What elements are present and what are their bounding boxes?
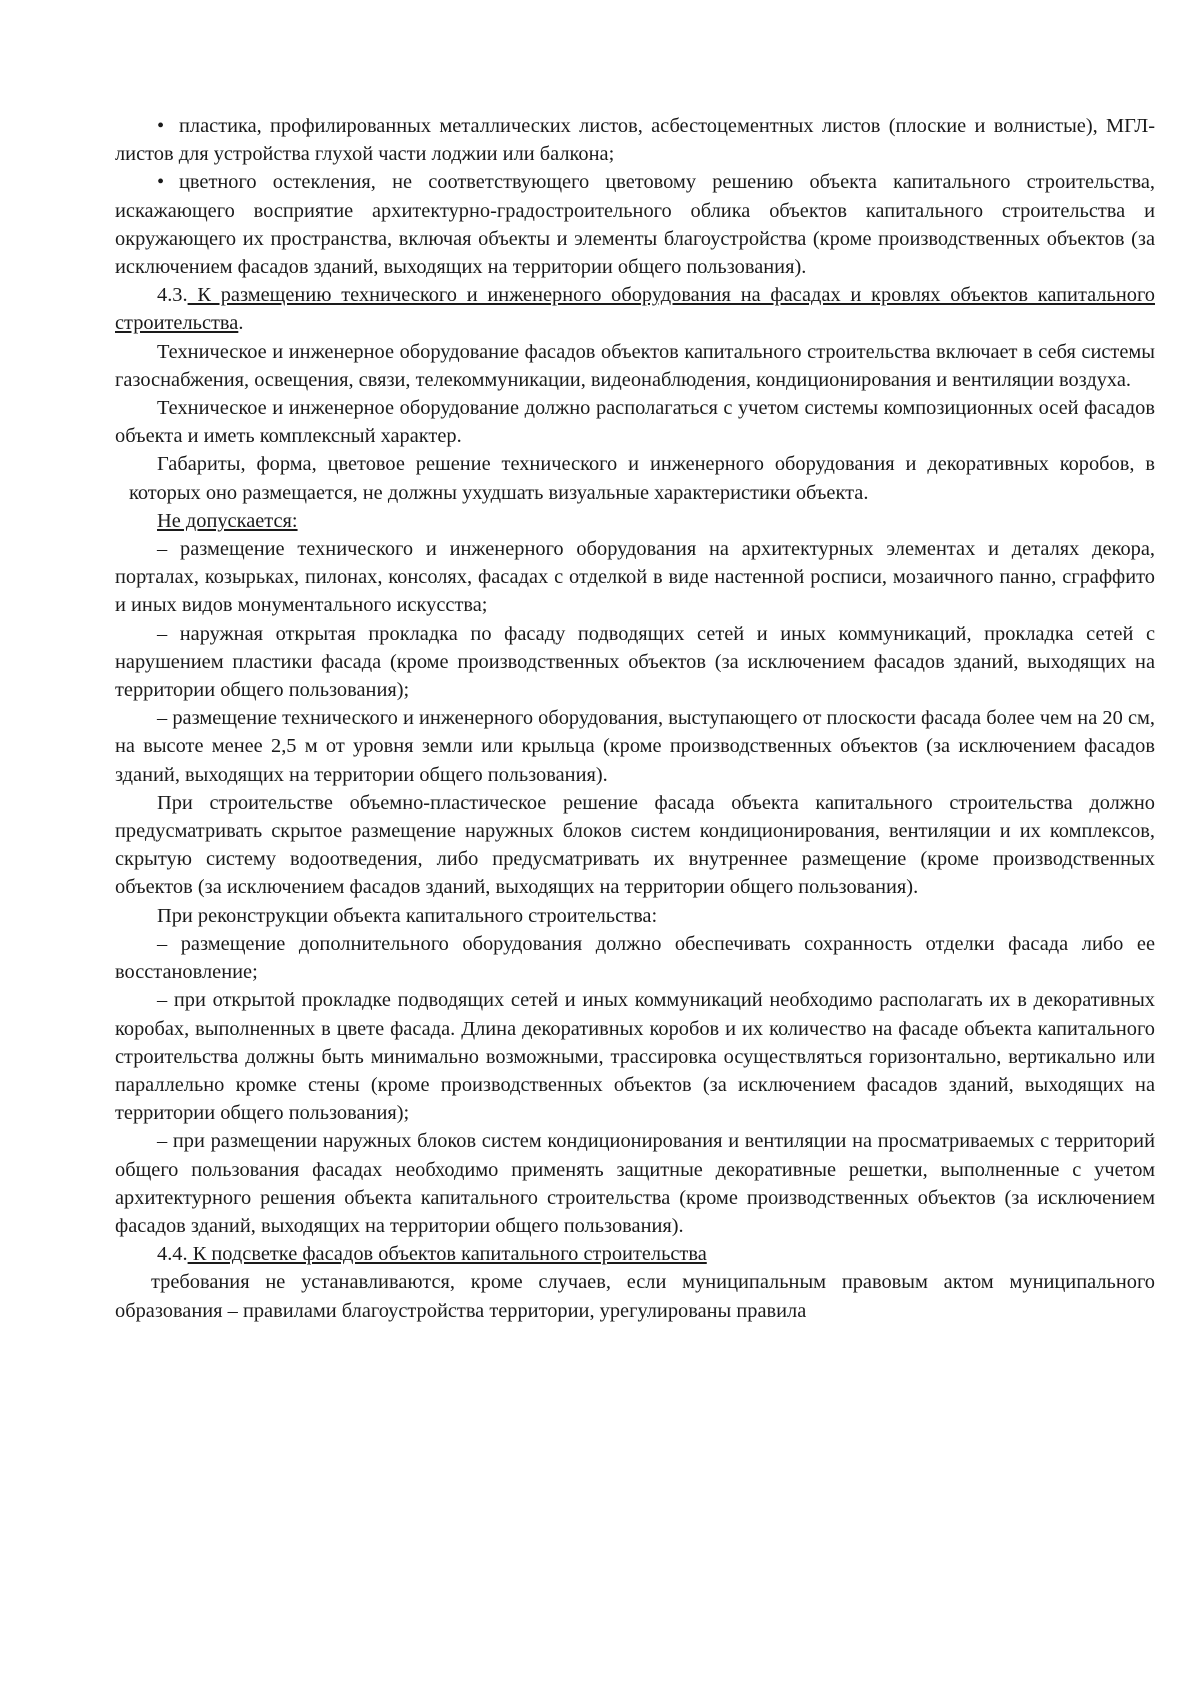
paragraph-composition-axes: Техническое и инженерное оборудование должно располагаться с учетом системы композиционных осей фасадов объекта и иметь комплексный характер. — [115, 397, 1155, 448]
section-title: К размещению технического и инженерного оборудования на фасадах и кровлях объектов капитального строительства — [115, 284, 1155, 335]
bullet-text: цветного остекления, не соответствующего цветовому решению объекта капитального строительства, искажающего восприятие архитектурно-градостроительного облика объектов капитального строительства и окружающего их пространства, включая объекты и элементы благоустройства (кроме производственных объектов (за исключением фасадов зданий, выходящих на территории общего пользования). — [115, 171, 1155, 279]
paragraph-reconstruction: При реконструкции объекта капитального строительства: — [157, 904, 658, 927]
list-item-reconstruction-finish: – размещение дополнительного оборудования должно обеспечивать сохранность отделки фасада либо ее восстановление; — [115, 932, 1155, 984]
list-item-not-allowed-protrusion: – размещение технического и инженерного оборудования, выступающего от плоскости фасада более чем на 20 см, на высоте менее 2,5 м от уровня земли или крыльца (кроме производственных объектов (за исключением фасадов зданий, выходящих на территории общего пользования). — [115, 707, 1155, 786]
paragraph-dimensions: Габариты, форма, цветовое решение технического и инженерного оборудования и декоративных коробов, в которых оно размещается, не должны ухудшать визуальные характеристики объекта. — [129, 453, 1155, 504]
section-heading-4-3 — [115, 281, 1155, 337]
list-item-not-allowed-decor: – размещение технического и инженерного оборудования на архитектурных элементах и деталях декора, порталах, козырьках, пилонах, консолях, фасадах с отделкой в виде настенной росписи, мозаичного панно, сграффито и иных видов монументального искусства; — [115, 538, 1155, 617]
paragraph-lighting-requirements: требования не устанавливаются, кроме случаев, если муниципальным правовым актом муниципального образования – правилами благоустройства территории, урегулированы правила — [115, 1271, 1155, 1322]
not-allowed-heading — [115, 507, 1155, 535]
bullet-icon: • — [157, 171, 165, 194]
list-item-reconstruction-boxes: – при открытой прокладке подводящих сетей и иных коммуникаций необходимо располагать их в декоративных коробах, выполненных в цвете фасада. Длина декоративных коробов и их количество на фасаде объекта капитального строительства должны быть минимально возможными, трассировка осуществляться горизонтально, вертикально или параллельно кромке стены (кроме производственных объектов (за исключением фасадов зданий, выходящих на территории общего пользования); — [115, 989, 1155, 1125]
not-allowed-label: Не допускается: — [157, 509, 298, 532]
bullet-text: пластика, профилированных металлических листов, асбестоцементных листов (плоские и волнистые), МГЛ-листов для устройства глухой части лоджии или балкона; — [115, 115, 1155, 166]
section-number: 4.3. — [157, 284, 188, 307]
list-item-not-allowed-open-laying: – наружная открытая прокладка по фасаду подводящих сетей и иных коммуникаций, прокладка сетей с нарушением пластики фасада (кроме производственных объектов (за исключением фасадов зданий, выходящих на территории общего пользования); — [115, 622, 1155, 702]
bullet-icon: • — [157, 115, 165, 137]
bullet-item-glazing — [115, 168, 1155, 281]
section-number: 4.4. — [157, 1243, 188, 1266]
paragraph-equipment-definition: Техническое и инженерное оборудование фасадов объектов капитального строительства включает в себя системы газоснабжения, освещения, связи, телекоммуникации, видеонаблюдения, кондиционирования и вентиляции воздуха. — [115, 340, 1155, 391]
document-page — [115, 112, 1155, 1325]
section-heading-4-4 — [115, 1240, 1155, 1268]
bullet-item-plastic — [115, 112, 1155, 168]
list-item-reconstruction-grilles: – при размещении наружных блоков систем кондиционирования и вентиляции на просматриваемых с территорий общего пользования фасадах необходимо применять защитные декоративные решетки, выполненные с учетом архитектурного решения объекта капитального строительства (кроме производственных объектов (за исключением фасадов зданий, выходящих на территории общего пользования). — [115, 1130, 1155, 1237]
paragraph-construction: При строительстве объемно-пластическое решение фасада объекта капитального строительства должно предусматривать скрытое размещение наружных блоков систем кондиционирования, вентиляции и их комплексов, скрытую систему водоотведения, либо предусматривать их внутреннее размещение (кроме производственных объектов (за исключением фасадов зданий, выходящих на территории общего пользования). — [115, 791, 1155, 899]
section-title: К подсветке фасадов объектов капитального строительства — [187, 1243, 707, 1266]
section-title-end: . — [238, 312, 244, 335]
